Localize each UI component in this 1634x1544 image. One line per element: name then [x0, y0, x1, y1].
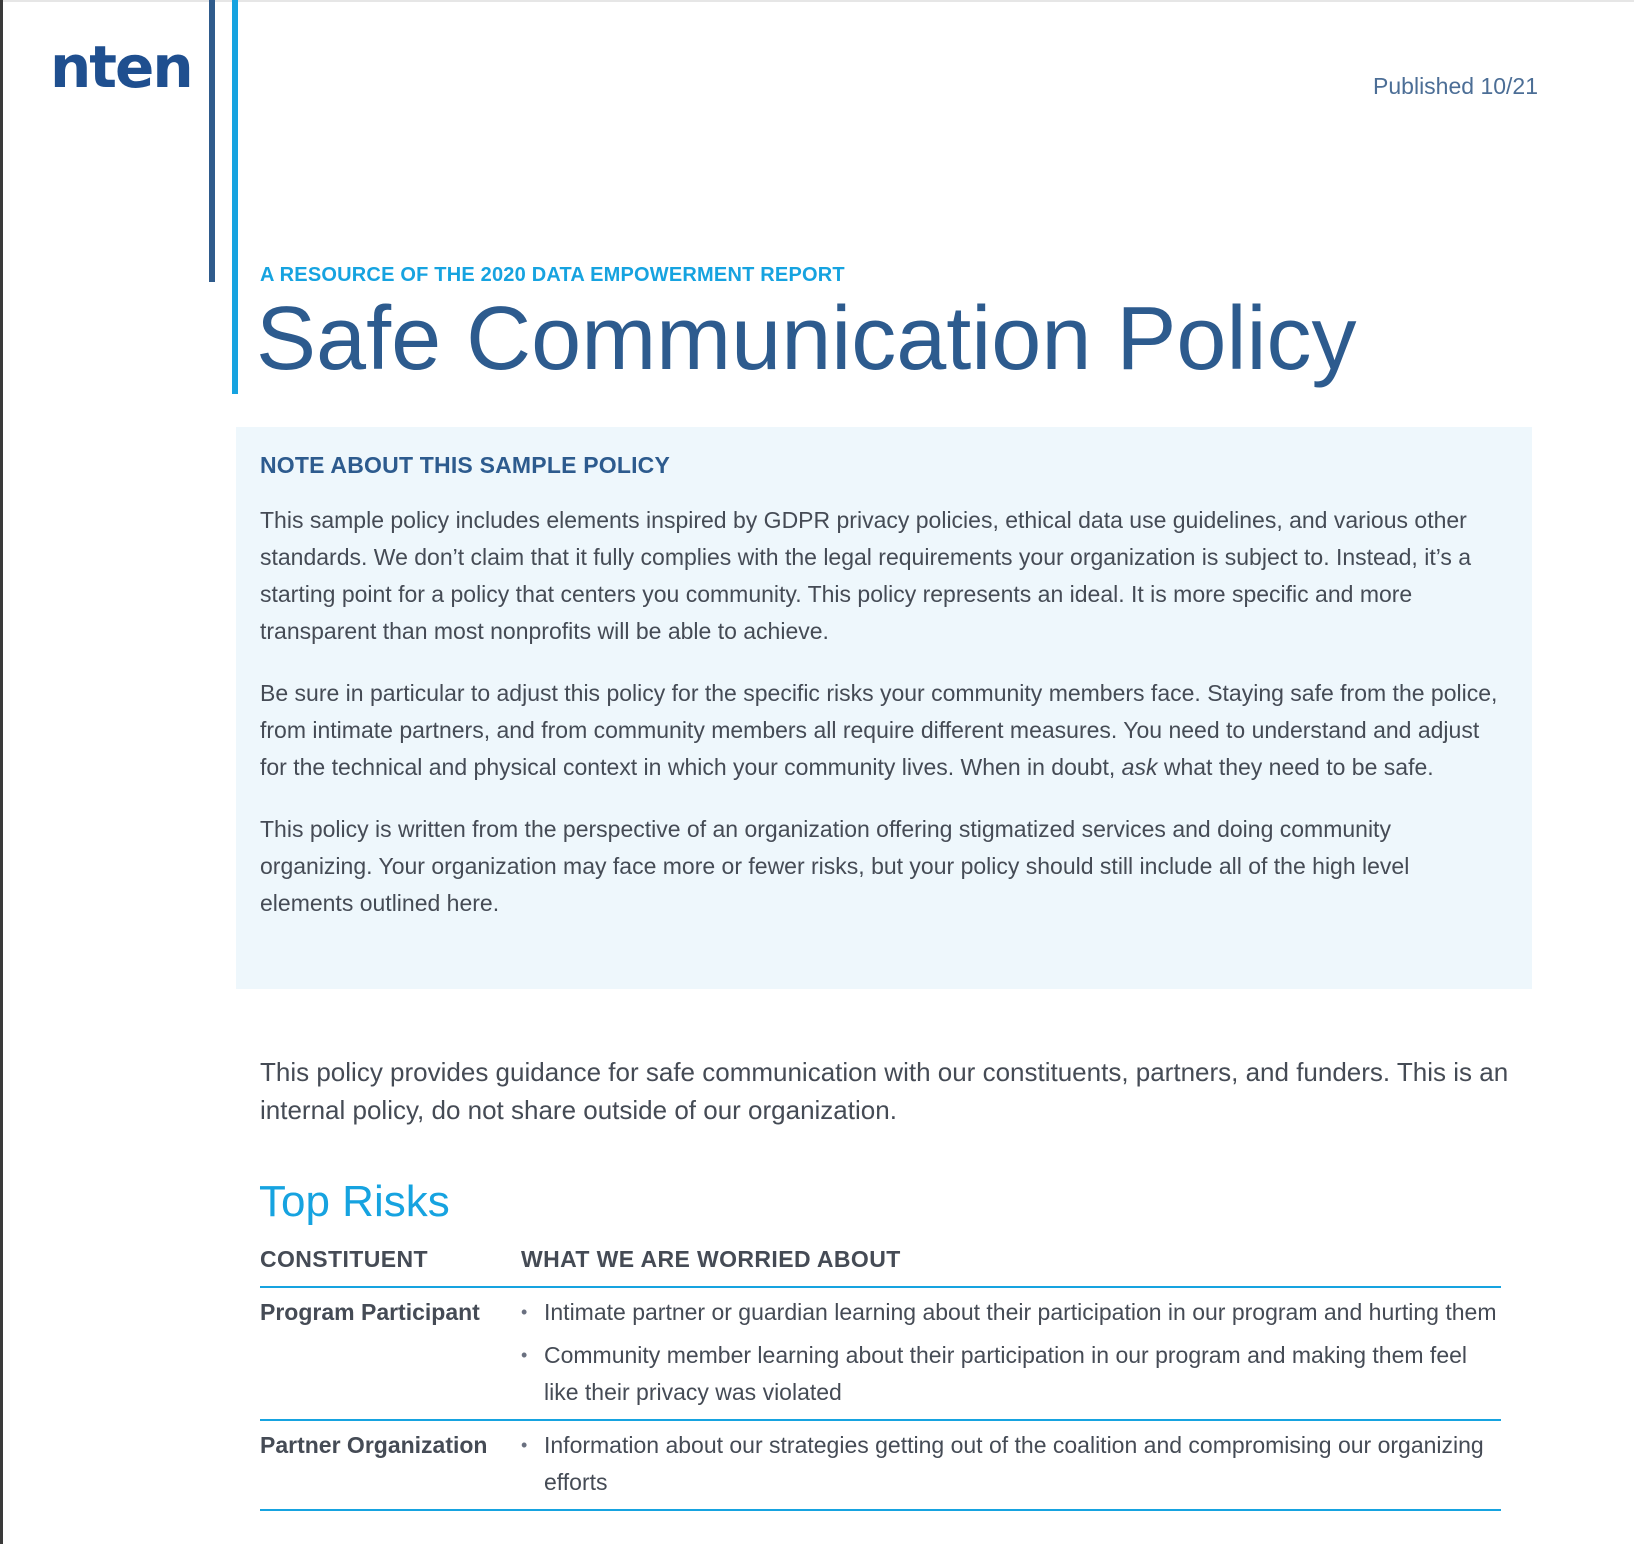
table-header — [260, 1240, 1501, 1288]
page-left-edge — [0, 0, 3, 1544]
note-paragraph-2 — [260, 675, 1508, 786]
constituent-label: Partner Organization — [260, 1432, 488, 1458]
column-header-worries: WHAT WE ARE WORRIED ABOUT — [521, 1246, 901, 1272]
list-item — [521, 1337, 1501, 1411]
column-header-constituent: CONSTITUENT — [260, 1246, 428, 1272]
bullet-icon: • — [521, 1435, 528, 1455]
top-risks-table — [260, 1240, 1501, 1511]
worry-text: Intimate partner or guardian learning about their participation in our program and hurting them — [544, 1299, 1497, 1325]
worries-list — [521, 1427, 1501, 1501]
note-paragraph-2-end: what they need to be safe. — [1157, 754, 1434, 780]
table-row — [260, 1421, 1501, 1511]
note-heading: NOTE ABOUT THIS SAMPLE POLICY — [260, 452, 671, 478]
note-paragraph-2-emphasis: ask — [1121, 754, 1158, 780]
bullet-icon: • — [521, 1302, 528, 1322]
bullet-icon: • — [521, 1345, 528, 1365]
table-row — [260, 1288, 1501, 1421]
page-title: Safe Communication Policy — [256, 289, 1357, 389]
policy-intro: This policy provides guidance for safe communication with our constituents, partners, and funders. This is an internal policy, do not share outside of our organization. — [260, 1057, 1509, 1125]
decorative-bar-light — [232, 0, 238, 394]
worries-list — [521, 1294, 1501, 1411]
sample-policy-note — [236, 427, 1532, 989]
nten-logo: nten — [50, 33, 192, 101]
list-item — [521, 1427, 1501, 1501]
decorative-bar-dark — [209, 0, 215, 282]
constituent-label: Program Participant — [260, 1299, 480, 1325]
top-risks-heading: Top Risks — [259, 1177, 450, 1226]
page-top-edge — [0, 0, 1634, 2]
list-item — [521, 1294, 1501, 1331]
worry-text: Community member learning about their participation in our program and making them feel like their privacy was violated — [544, 1342, 1468, 1405]
worry-text: Information about our strategies getting out of the coalition and compromising our organizing efforts — [544, 1432, 1484, 1495]
note-paragraph-3: This policy is written from the perspective of an organization offering stigmatized services and doing community organizing. Your organization may face more or fewer risks, but your policy should still include all of the high level elements outlined here. — [260, 816, 1410, 916]
published-date: Published 10/21 — [1373, 73, 1538, 99]
report-kicker: A RESOURCE OF THE 2020 DATA EMPOWERMENT REPORT — [260, 264, 845, 286]
note-paragraph-2-text: Be sure in particular to adjust this policy for the specific risks your community members face. Staying safe from the police, from intimate partners, and from community members all require different measures. You need to understand and adjust for the technical and physical context in which your community lives. When in doubt, — [260, 680, 1498, 780]
note-paragraph-1: This sample policy includes elements inspired by GDPR privacy policies, ethical data use guidelines, and various other standards. We don’t claim that it fully complies with the legal requirements your organization is subject to. Instead, it’s a starting point for a policy that centers you community. This policy represents an ideal. It is more specific and more transparent than most nonprofits will be able to achieve. — [260, 507, 1472, 644]
